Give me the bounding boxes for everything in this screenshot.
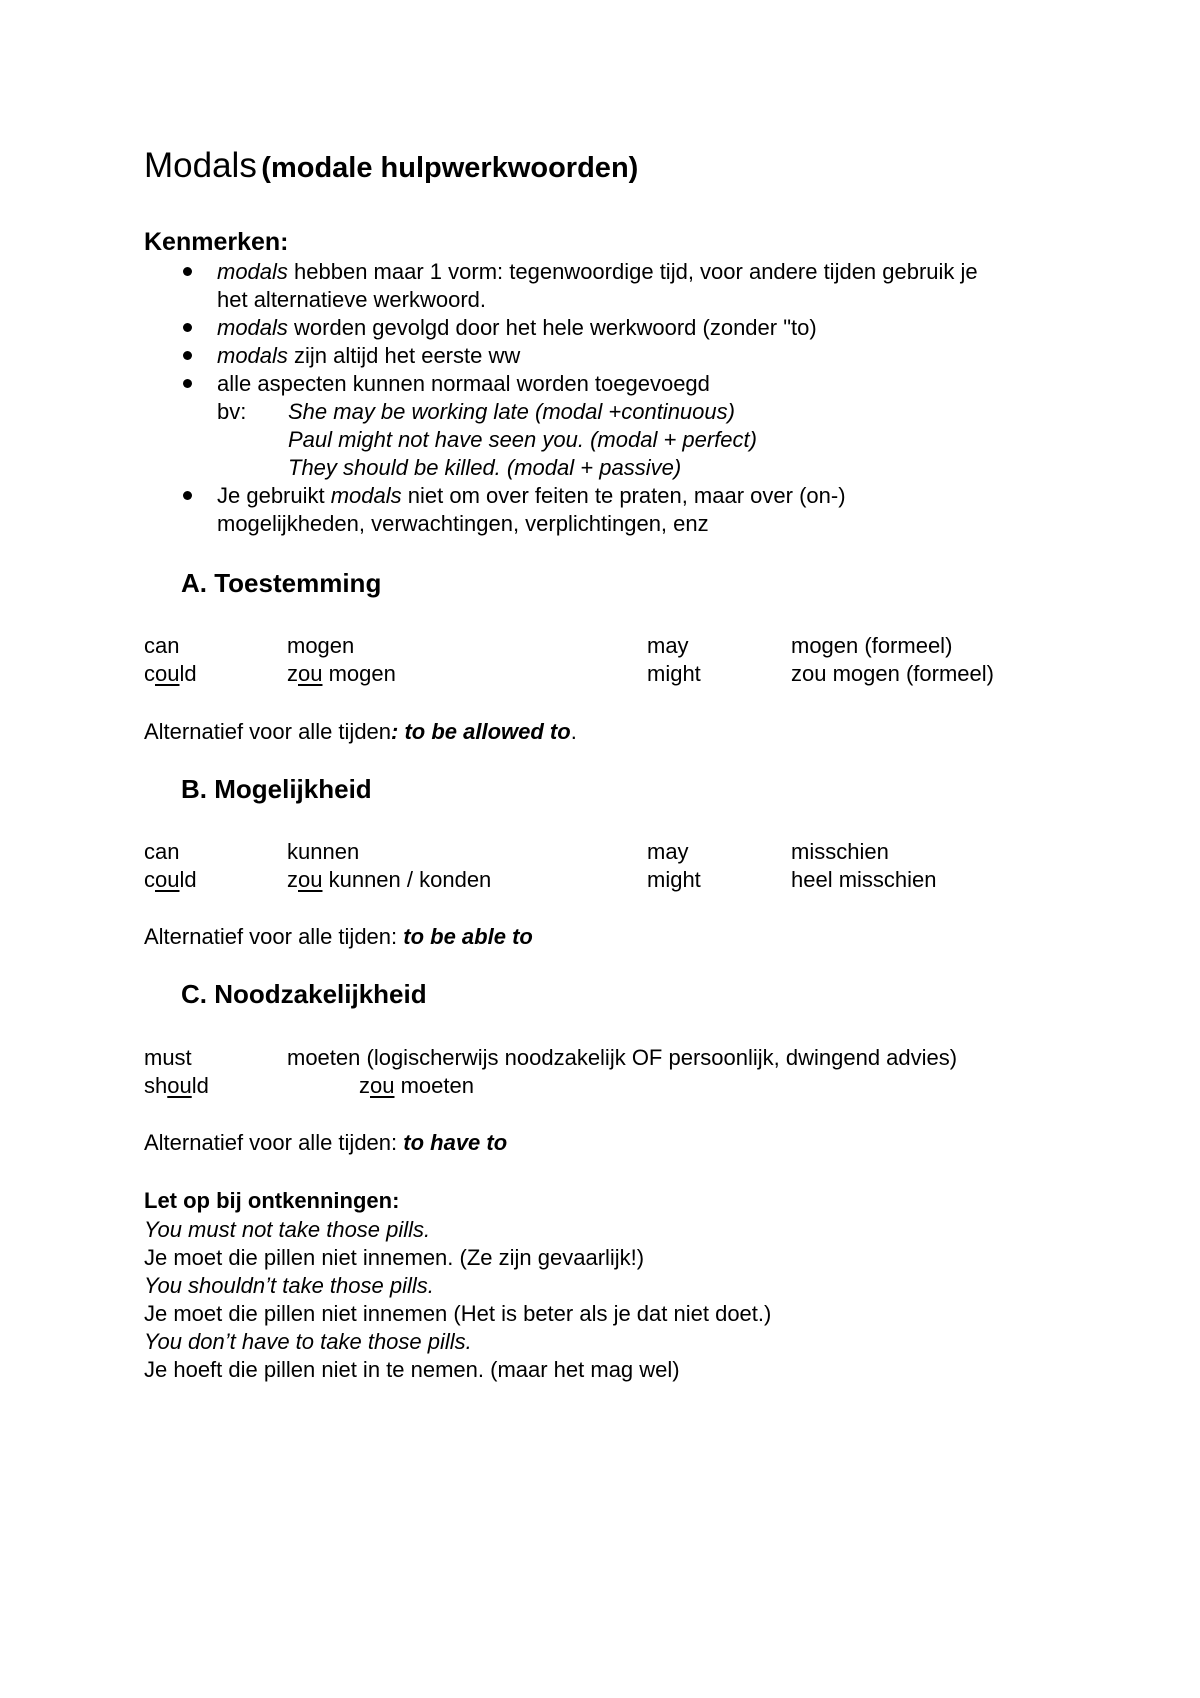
word-part-underlined: ou bbox=[155, 867, 180, 892]
alt-bold: to have to bbox=[403, 1130, 508, 1155]
section-a-row-2-word-2: might bbox=[647, 661, 701, 686]
kenmerken-bullet-4: alle aspecten kunnen normaal worden toegevoegd bbox=[217, 371, 710, 396]
section-b-heading: B. Mogelijkheid bbox=[181, 774, 372, 804]
kenmerken-heading: Kenmerken: bbox=[144, 228, 289, 256]
alt-bold: : to be allowed to bbox=[391, 719, 571, 744]
section-b-row-1-meaning: kunnen bbox=[287, 839, 360, 864]
bullet-3-text: zijn altijd het eerste ww bbox=[287, 343, 521, 368]
section-b-row-1-word: can bbox=[144, 839, 180, 864]
word-part: c bbox=[144, 661, 155, 686]
let-op-line-5: You don’t have to take those pills. bbox=[144, 1329, 472, 1354]
section-a-row-2-meaning-2: zou mogen (formeel) bbox=[791, 661, 994, 686]
bullet-3-em: modals bbox=[217, 343, 288, 368]
title-main: Modals bbox=[144, 146, 257, 185]
bullet-1-text: hebben maar 1 vorm: tegenwoordige tijd, voor andere tijden gebruik je bbox=[287, 259, 978, 284]
let-op-line-6: Je hoeft die pillen niet in te nemen. (maar het mag wel) bbox=[144, 1357, 680, 1382]
alt-post: . bbox=[570, 719, 577, 744]
section-c-alternative bbox=[144, 1129, 507, 1157]
let-op-line-1: You must not take those pills. bbox=[144, 1217, 431, 1242]
kenmerken-bullet-1 bbox=[217, 258, 978, 286]
kenmerken-bullet-2 bbox=[217, 314, 817, 342]
meaning-part: mogen bbox=[322, 661, 396, 686]
word-part: sh bbox=[144, 1073, 168, 1098]
meaning-part: moeten bbox=[394, 1073, 474, 1098]
section-b-alternative bbox=[144, 923, 533, 951]
page-title bbox=[144, 146, 638, 186]
word-part: c bbox=[144, 867, 155, 892]
alt-pre: Alternatief voor alle tijden: bbox=[144, 1130, 404, 1155]
bullet-2-text: worden gevolgd door het hele werkwoord (zonder "to) bbox=[287, 315, 817, 340]
section-a-heading: A. Toestemming bbox=[181, 568, 382, 598]
word-part: ld bbox=[179, 867, 197, 892]
bullet-2-em: modals bbox=[217, 315, 288, 340]
section-a-row-1-meaning: mogen bbox=[287, 633, 355, 658]
example-2: Paul might not have seen you. (modal + perfect) bbox=[288, 427, 757, 452]
bullet-icon bbox=[183, 491, 192, 500]
alt-pre: Alternatief voor alle tijden bbox=[144, 719, 392, 744]
section-a-row-1-word: can bbox=[144, 633, 180, 658]
word-part-underlined: ou bbox=[167, 1073, 192, 1098]
section-b-row-2-word bbox=[144, 866, 197, 894]
let-op-line-2: Je moet die pillen niet innemen. (Ze zijn gevaarlijk!) bbox=[144, 1245, 645, 1270]
section-b-row-1-meaning-2: misschien bbox=[791, 839, 889, 864]
meaning-part: z bbox=[287, 661, 298, 686]
example-3: They should be killed. (modal + passive) bbox=[288, 455, 682, 480]
alt-pre: Alternatief voor alle tijden: bbox=[144, 924, 404, 949]
section-c-row-2-word bbox=[144, 1072, 209, 1100]
title-sub: (modale hulpwerkwoorden) bbox=[261, 152, 639, 184]
meaning-part-underlined: ou bbox=[298, 661, 323, 686]
bv-label: bv: bbox=[217, 399, 247, 424]
word-part: ld bbox=[191, 1073, 209, 1098]
bullet-5-pre: Je gebruikt bbox=[217, 483, 331, 508]
section-c-row-1-word: must bbox=[144, 1045, 192, 1070]
section-a-row-2-word bbox=[144, 660, 197, 688]
meaning-part-underlined: ou bbox=[298, 867, 323, 892]
section-b-row-2-meaning bbox=[287, 866, 491, 894]
meaning-part: z bbox=[359, 1073, 370, 1098]
word-part: ld bbox=[179, 661, 197, 686]
bullet-5-em: modals bbox=[330, 483, 402, 508]
bullet-icon bbox=[183, 323, 192, 332]
section-a-row-1-word-2: may bbox=[647, 633, 689, 658]
kenmerken-bullet-3 bbox=[217, 342, 520, 370]
section-c-heading: C. Noodzakelijkheid bbox=[181, 979, 427, 1009]
bullet-1-em: modals bbox=[217, 259, 288, 284]
section-c-row-2-meaning bbox=[359, 1072, 474, 1100]
section-b-row-1-word-2: may bbox=[647, 839, 689, 864]
bullet-icon bbox=[183, 351, 192, 360]
bullet-icon bbox=[183, 267, 192, 276]
word-part-underlined: ou bbox=[155, 661, 180, 686]
example-1: She may be working late (modal +continuous) bbox=[288, 399, 735, 424]
let-op-line-4: Je moet die pillen niet innemen (Het is beter als je dat niet doet.) bbox=[144, 1301, 772, 1326]
alt-bold: to be able to bbox=[403, 924, 533, 949]
section-a-row-2-meaning bbox=[287, 660, 396, 688]
kenmerken-bullet-5-cont: mogelijkheden, verwachtingen, verplichtingen, enz bbox=[217, 511, 709, 536]
meaning-part: z bbox=[287, 867, 298, 892]
meaning-part: kunnen / konden bbox=[322, 867, 492, 892]
bullet-5-text: niet om over feiten te praten, maar over (on-) bbox=[401, 483, 846, 508]
meaning-part-underlined: ou bbox=[370, 1073, 395, 1098]
kenmerken-bullet-5 bbox=[217, 482, 846, 510]
section-b-row-2-meaning-2: heel misschien bbox=[791, 867, 937, 892]
section-b-row-2-word-2: might bbox=[647, 867, 701, 892]
section-a-row-1-meaning-2: mogen (formeel) bbox=[791, 633, 953, 658]
let-op-line-3: You shouldn’t take those pills. bbox=[144, 1273, 434, 1298]
kenmerken-bullet-1-cont: het alternatieve werkwoord. bbox=[217, 287, 487, 312]
section-a-alternative bbox=[144, 718, 577, 746]
let-op-heading: Let op bij ontkenningen: bbox=[144, 1188, 400, 1213]
section-c-row-1-meaning: moeten (logischerwijs noodzakelijk OF persoonlijk, dwingend advies) bbox=[287, 1045, 958, 1070]
bullet-icon bbox=[183, 379, 192, 388]
